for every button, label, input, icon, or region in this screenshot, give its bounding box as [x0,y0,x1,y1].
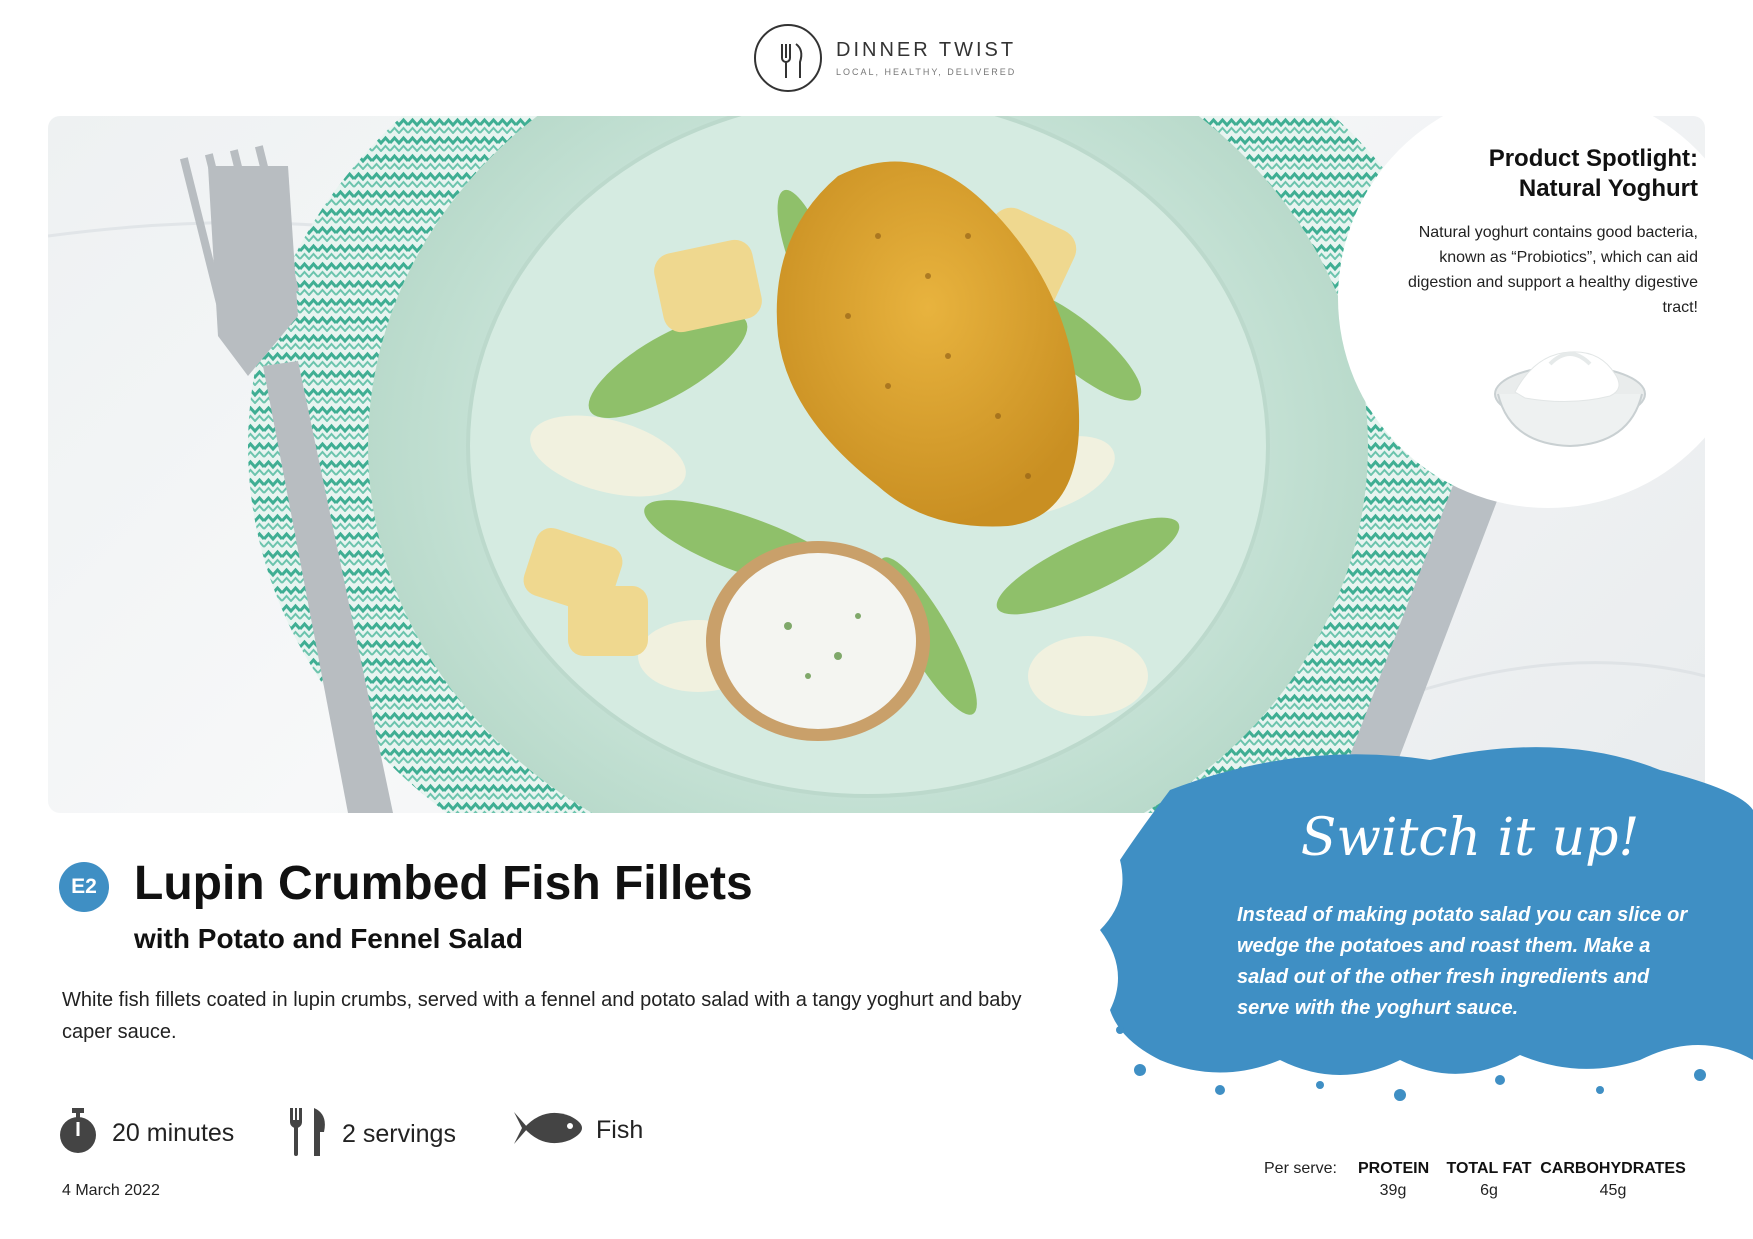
nutrition-total-fat: TOTAL FAT 6g [1446,1160,1532,1199]
recipe-subtitle: with Potato and Fennel Salad [134,923,523,954]
time-label: 20 minutes [112,1119,235,1147]
meta-time [58,1108,234,1159]
fork-knife-icon [754,24,822,92]
product-spotlight [1338,88,1753,508]
meta-servings [288,1108,456,1161]
per-serve-label: Per serve: [1264,1160,1337,1177]
brand-tagline: LOCAL, HEALTHY, DELIVERED [836,67,1017,77]
switch-body: Instead of making potato salad you can slice or wedge the potatoes and roast them. Make a salad out of the other fresh ingredients and serve with the yoghurt sauce. [1237,904,1688,1019]
spotlight-title: Product Spotlight: Natural Yoghurt [1488,145,1698,202]
switch-title: Switch it up! [1300,808,1640,868]
protein-type-label: Fish [596,1116,644,1144]
recipe-date: 4 March 2022 [62,1182,160,1199]
nutrition-protein: PROTEIN 39g [1358,1160,1430,1199]
spotlight-body: Natural yoghurt contains good bacteria, known as “Probiotics”, which can aid digestion and support a healthy digestive tract! [1408,224,1698,316]
recipe-code-badge: E2 [59,862,109,912]
recipe-title: Lupin Crumbed Fish Fillets [134,857,753,910]
stopwatch-icon [58,1108,98,1159]
servings-label: 2 servings [342,1120,456,1148]
brand-logo [754,24,1016,92]
meta-protein-type [514,1108,643,1153]
fish-icon [514,1108,582,1153]
nutrition-carbohydrates: CARBOHYDRATES 45g [1540,1160,1686,1199]
recipe-description: White fish fillets coated in lupin crumbs, served with a fennel and potato salad with a tangy yoghurt and baby caper sauce. [62,989,1022,1043]
cutlery-icon [288,1108,328,1161]
yoghurt-bowl-image [1490,334,1650,459]
brand-name: DINNER TWIST [836,39,1017,61]
